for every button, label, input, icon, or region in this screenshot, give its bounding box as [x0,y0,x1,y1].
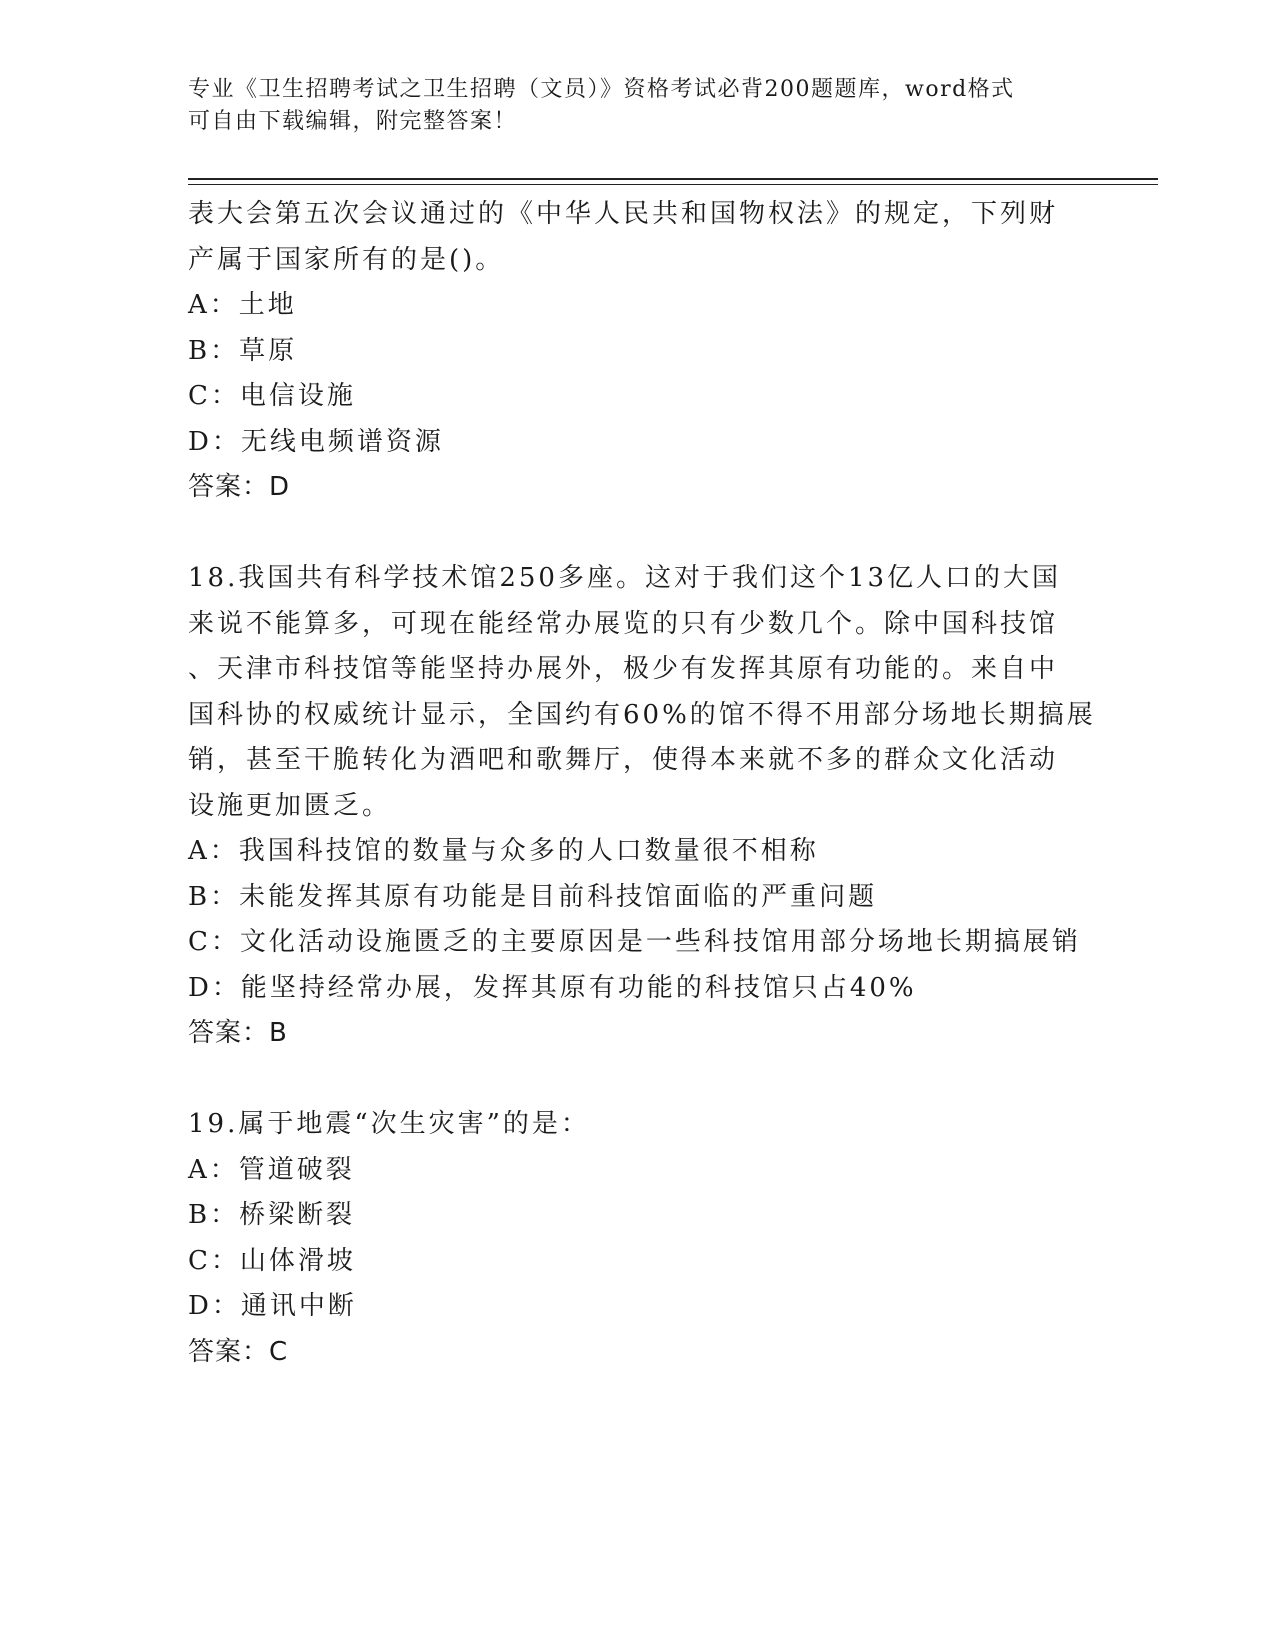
option-a: A：我国科技馆的数量与众多的人口数量很不相称 [188,836,819,866]
question-stem-line: 18.我国共有科学技术馆250多座。这对于我们这个13亿人口的大国 [188,563,1062,593]
option-c: C：电信设施 [188,381,356,411]
option-d: D：无线电频谱资源 [188,426,444,457]
question-stem-line: 国科协的权威统计显示，全国约有60%的馆不得不用部分场地长期搞展 [188,699,1096,730]
question-list [188,192,1178,1375]
question-19 [188,1102,1178,1375]
spacer [188,1057,1178,1103]
header-line-2: 可自由下载编辑，附完整答案！ [188,109,518,134]
header-divider-thin [188,184,1158,185]
question-18 [188,556,1178,1057]
option-c: C：文化活动设施匮乏的主要原因是一些科技馆用部分场地长期搞展销 [188,927,1081,957]
question-stem-line: 设施更加匮乏。 [188,790,392,821]
question-stem-line: 销，甚至干脆转化为酒吧和歌舞厅，使得本来就不多的群众文化活动 [188,745,1059,775]
option-d: D：通讯中断 [188,1291,357,1321]
header-line-1: 专业《卫生招聘考试之卫生招聘（文员）》资格考试必背200题题库，word格式 [188,77,1015,102]
question-stem-line: 来说不能算多，可现在能经常办展览的只有少数几个。除中国科技馆 [188,608,1059,639]
spacer [188,511,1178,557]
question-17 [188,192,1178,511]
option-b: B：未能发挥其原有功能是目前科技馆面临的严重问题 [188,881,878,912]
header-divider-thick [188,178,1158,180]
option-c: C：山体滑坡 [188,1245,356,1276]
answer-label: 答案：D [188,472,291,502]
option-b: B：草原 [188,335,298,366]
question-stem-line: 19.属于地震“次生灾害”的是： [188,1109,590,1139]
document-header [188,74,1088,138]
answer-label: 答案：B [188,1018,288,1048]
option-b: B：桥梁断裂 [188,1200,356,1230]
question-stem-line: 产属于国家所有的是()。 [188,244,505,275]
option-a: A：土地 [188,290,297,320]
answer-label: 答案：C [188,1336,289,1367]
option-a: A：管道破裂 [188,1154,355,1185]
option-d: D：能坚持经常办展，发挥其原有功能的科技馆只占40% [188,972,917,1003]
question-stem-line: 、天津市科技馆等能坚持办展外，极少有发挥其原有功能的。来自中 [188,654,1059,684]
question-stem-line: 表大会第五次会议通过的《中华人民共和国物权法》的规定，下列财 [188,199,1059,229]
